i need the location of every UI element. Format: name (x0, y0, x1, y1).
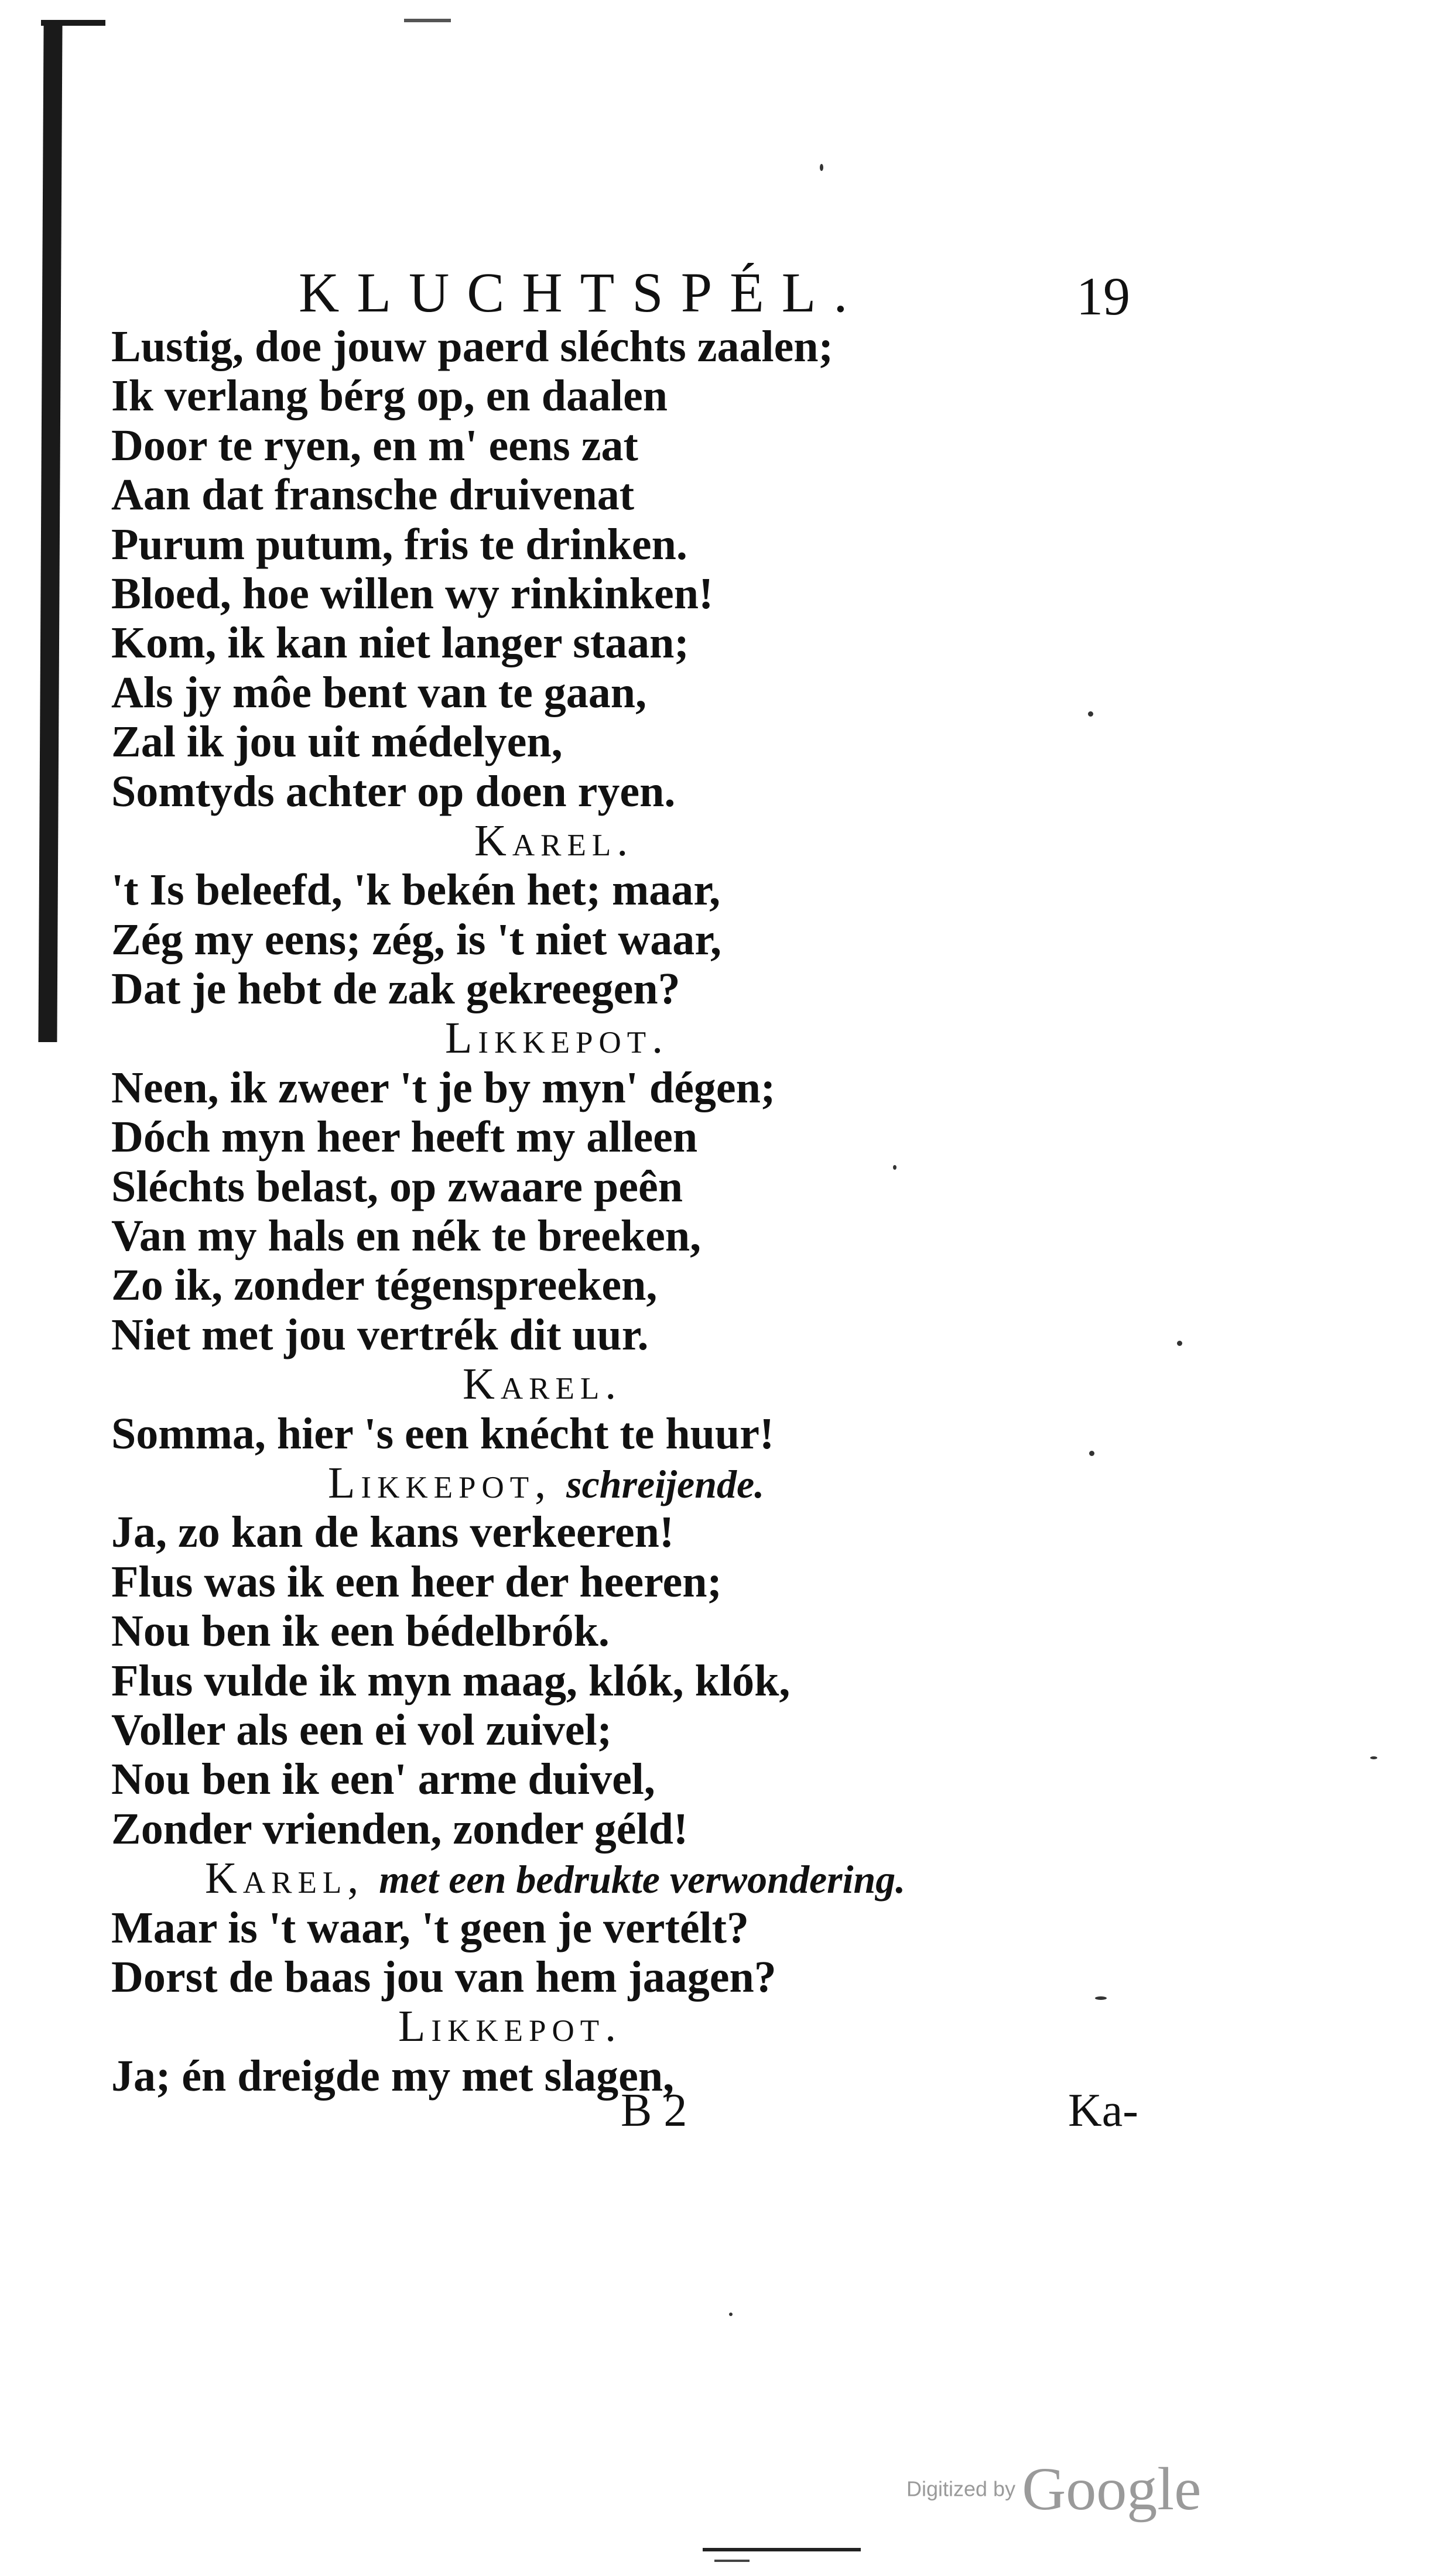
verse-line: 't Is beleefd, 'k bekén het; maar, (111, 865, 721, 915)
verse-line: Ja, zo kan de kans verkeeren! (111, 1508, 675, 1557)
google-logo: Google (1022, 2455, 1202, 2523)
speaker-name: Likkepot. (445, 1013, 669, 1063)
digitization-watermark (906, 2454, 1201, 2524)
speaker-heading (111, 1854, 1107, 1903)
page-footer (0, 2084, 1444, 2149)
stage-direction: met een bedrukte verwondering. (379, 1857, 906, 1902)
verse-line: Flus vulde ik myn maag, klók, klók, (111, 1656, 791, 1705)
verse-line: Voller als een ei vol zuivel; (111, 1705, 612, 1755)
page-number: 19 (1076, 266, 1130, 326)
speaker-name: Likkepot, (328, 1458, 552, 1508)
verse-line: Niet met jou vertrék dit uur. (111, 1310, 649, 1359)
speaker-heading (111, 1458, 1107, 1508)
verse-line: Zal ik jou uit médelyen, (111, 717, 563, 767)
verse-line: Somma, hier 's een knécht te huur! (111, 1409, 775, 1458)
running-head: KLUCHTSPÉL. (299, 261, 865, 324)
verse-line: Ik verlang bérg op, en daalen (111, 371, 668, 421)
verse-line: Ja; én dreigde my met slagen, (111, 2051, 675, 2101)
speaker-heading (111, 816, 1107, 865)
scan-bottom-rule (714, 2560, 750, 2562)
verse-line: Als jy môe bent van te gaan, (111, 667, 647, 717)
scan-top-mark (404, 19, 451, 22)
watermark-prefix: Digitized by (906, 2476, 1016, 2501)
speaker-heading (111, 1013, 1107, 1063)
scan-edge-shadow (38, 23, 62, 1042)
scan-speck (820, 164, 823, 171)
verse-line: Zég my eens; zég, is 't niet waar, (111, 914, 721, 964)
scan-speck (1177, 1341, 1182, 1346)
verse-line: Dóch myn heer heeft my alleen (111, 1112, 698, 1162)
speaker-name: Karel. (463, 1359, 622, 1409)
scan-bottom-rule (703, 2548, 861, 2551)
scan-speck (729, 2313, 733, 2316)
verse-line: Sléchts belast, op zwaare peên (111, 1162, 683, 1211)
verse-line: Lustig, doe jouw paerd sléchts zaalen; (111, 322, 833, 371)
verse-line: Flus was ik een heer der heeren; (111, 1557, 722, 1606)
verse-line: Zonder vrienden, zonder géld! (111, 1804, 689, 1854)
verse-line: Kom, ik kan niet langer staan; (111, 618, 689, 668)
play-text (111, 322, 1107, 2101)
verse-line: Door te ryen, en m' eens zat (111, 420, 638, 470)
verse-line: Somtyds achter op doen ryen. (111, 766, 676, 816)
catchword: Ka- (1068, 2085, 1138, 2136)
verse-line: Van my hals en nék te breeken, (111, 1211, 702, 1261)
verse-line: Dorst de baas jou van hem jaagen? (111, 1952, 776, 2002)
scan-speck (1370, 1756, 1377, 1759)
speaker-heading (111, 1359, 1107, 1409)
verse-line: Zo ik, zonder tégenspreeken, (111, 1260, 658, 1310)
speaker-name: Likkepot. (398, 2002, 622, 2051)
speaker-name: Karel, (205, 1854, 365, 1903)
stage-direction: schreijende. (566, 1461, 765, 1506)
signature-mark: B 2 (621, 2085, 687, 2136)
speaker-heading (111, 2002, 1107, 2051)
verse-line: Maar is 't waar, 't geen je vertélt? (111, 1903, 749, 1952)
verse-line: Aan dat fransche druivenat (111, 470, 635, 520)
scan-corner-mark (41, 20, 105, 26)
verse-line: Bloed, hoe willen wy rinkinken! (111, 568, 714, 618)
verse-line: Nou ben ik een bédelbrók. (111, 1606, 610, 1656)
verse-line: Dat je hebt de zak gekreegen? (111, 964, 680, 1014)
verse-line: Neen, ik zweer 't je by myn' dégen; (111, 1063, 776, 1112)
verse-line: Purum putum, fris te drinken. (111, 519, 687, 569)
verse-line: Nou ben ik een' arme duivel, (111, 1755, 655, 1804)
speaker-name: Karel. (474, 816, 634, 865)
